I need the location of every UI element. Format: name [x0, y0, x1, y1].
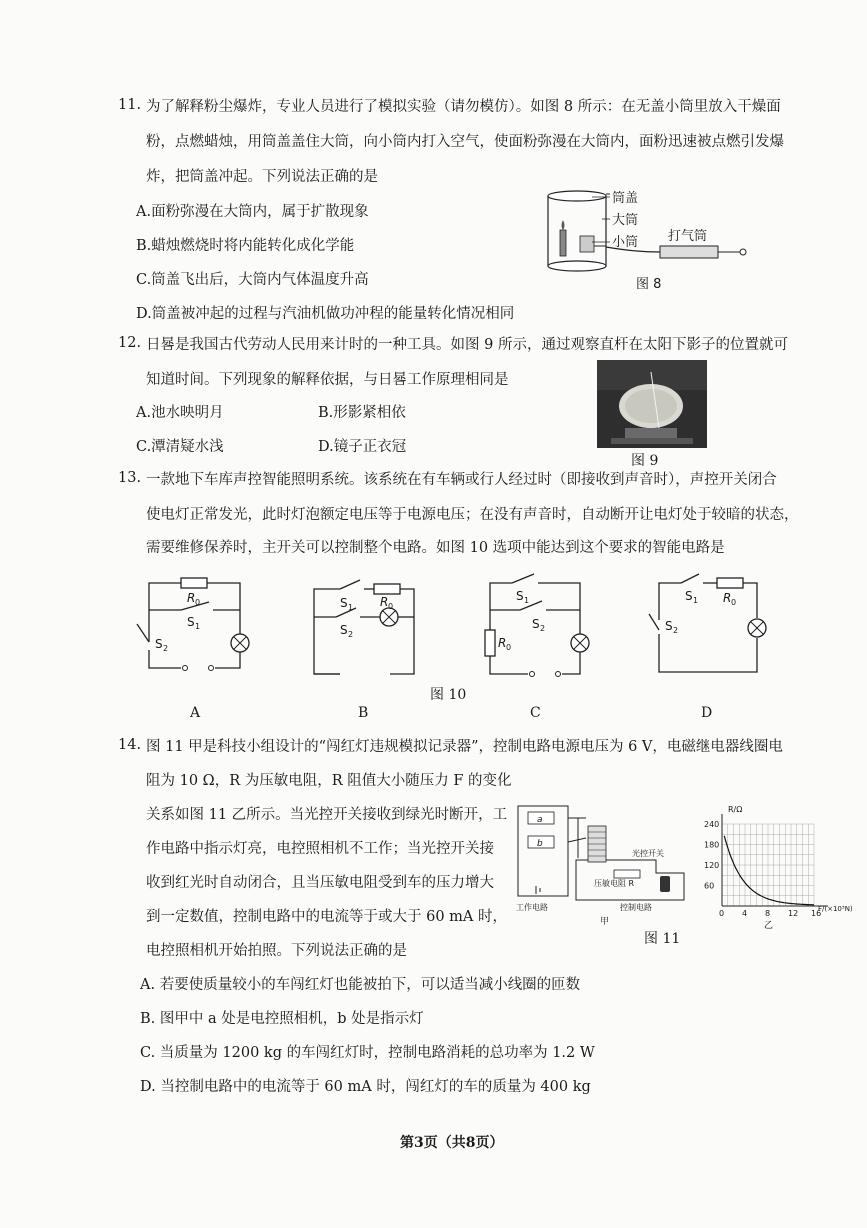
q14-stem-line7: 电控照相机开始拍照。下列说法正确的是	[146, 943, 407, 959]
fig8-pump-label: 打气筒	[668, 229, 708, 244]
q14-stem-line5: 收到红光时自动闭合，且当压敏电阻受到车的压力增大	[146, 875, 494, 891]
q13-stem-line3: 需要维修保养时，主开关可以控制整个电路。如图 10 选项中能达到这个要求的智能电路是	[146, 540, 725, 556]
fig11-y-axis-label: R/Ω	[728, 805, 743, 814]
svg-text:R: R	[187, 591, 196, 605]
q12-option-b: B.形影紧相依	[318, 405, 406, 421]
y-tick-label: 120	[704, 861, 720, 870]
figure-9-sundial-photo	[597, 360, 707, 448]
q14-option-d: D. 当控制电路中的电流等于 60 mA 时，闯红灯的车的质量为 400 kg	[140, 1079, 591, 1095]
q13-stem-line1: 一款地下车库声控智能照明系统。该系统在有车辆或行人经过时（即接收到声音时），声控开关闭合	[146, 472, 777, 488]
circuit-option-a	[125, 572, 265, 682]
fig11-x-axis-label: F/(×10³N)	[818, 905, 853, 913]
q11-option-d: D.筒盖被冲起的过程与汽油机做功冲程的能量转化情况相同	[136, 306, 515, 322]
fig8-lid-label: 筒盖	[612, 191, 639, 206]
q14-stem-line1: 图 11 甲是科技小组设计的“闯红灯违规模拟记录器”，控制电路电源电压为 6 V，电磁继电器线圈电	[146, 739, 783, 755]
q11-stem-line2: 粉，点燃蜡烛，用筒盖盖住大筒，向小筒内打入空气，使面粉弥漫在大筒内，面粉迅速被点燃引发爆	[146, 134, 784, 150]
q14-number: 14.	[118, 737, 142, 753]
circuit-option-c	[476, 572, 616, 682]
x-tick-label: 12	[788, 909, 799, 918]
circuit-a-label: A	[190, 705, 201, 721]
x-tick-label: 8	[765, 909, 771, 918]
fig11-light-switch-label: 光控开关	[632, 849, 664, 858]
circuit-b-label: B	[358, 705, 369, 721]
fig11-jia-label: 甲	[600, 917, 610, 927]
svg-text:S: S	[155, 637, 163, 651]
q11-number: 11.	[118, 97, 142, 113]
q13-number: 13.	[118, 470, 142, 486]
fig11-yi-label: 乙	[764, 921, 774, 931]
fig8-smallcyl-label: 小筒	[612, 235, 639, 250]
svg-text:S: S	[532, 617, 540, 631]
q11-option-a: A.面粉弥漫在大筒内，属于扩散现象	[136, 204, 369, 220]
svg-text:S: S	[187, 615, 195, 629]
q11-option-b: B.蜡烛燃烧时将内能转化成化学能	[136, 238, 355, 254]
svg-text:R: R	[380, 595, 389, 609]
q12-option-c: C.潭清疑水浅	[136, 439, 224, 455]
q14-option-a: A. 若要使质量较小的车闯红灯也能被拍下，可以适当减小线圈的匝数	[140, 977, 581, 993]
svg-text:0: 0	[506, 643, 512, 652]
q14-option-c: C. 当质量为 1200 kg 的车闯红灯时，控制电路消耗的总功率为 1.2 W	[140, 1045, 595, 1061]
figure-11-yi-resistance-force-graph	[700, 800, 867, 935]
y-tick-label: 180	[704, 840, 720, 850]
q12-stem-line2: 知道时间。下列现象的解释依据，与日晷工作原理相同是	[146, 372, 509, 388]
q11-option-c: C.筒盖飞出后，大筒内气体温度升高	[136, 272, 369, 288]
svg-text:S: S	[340, 596, 348, 610]
svg-text:S: S	[665, 619, 673, 633]
q12-number: 12.	[118, 335, 142, 351]
circuit-c-label: C	[530, 705, 541, 721]
fig11-a-label: a	[537, 815, 543, 825]
svg-text:1: 1	[348, 603, 354, 612]
q11-stem-line3: 炸，把筒盖冲起。下列说法正确的是	[146, 169, 378, 185]
fig9-caption: 图 9	[631, 453, 659, 469]
x-tick-label: 4	[742, 909, 748, 918]
svg-text:1: 1	[693, 596, 699, 605]
svg-text:2: 2	[163, 644, 169, 653]
fig8-bigcyl-label: 大筒	[612, 213, 639, 228]
figure-11-jia-relay-circuit	[516, 798, 691, 928]
svg-text:2: 2	[540, 624, 546, 633]
q14-stem-line4: 作电路中指示灯亮，电控照相机不工作；当光控开关接	[146, 841, 494, 857]
q14-stem-line6: 到一定数值，控制电路中的电流等于或大于 60 mA 时，	[146, 909, 507, 925]
q12-option-a: A.池水映明月	[136, 405, 224, 421]
circuit-option-d	[645, 572, 785, 682]
svg-text:2: 2	[348, 630, 354, 639]
y-tick-label: 240	[704, 820, 720, 829]
fig8-caption: 图 8	[636, 277, 662, 292]
q11-stem-line1: 为了解释粉尘爆炸，专业人员进行了模拟实验（请勿模仿）。如图 8 所示：在无盖小筒里放入干燥面	[146, 99, 781, 115]
q12-option-d: D.镜子正衣冠	[318, 439, 407, 455]
q13-stem-line2: 使电灯正常发光，此时灯泡额定电压等于电源电压；在没有声音时，自动断开让电灯处于较暗的状态，	[146, 507, 799, 523]
q12-stem-line1: 日晷是我国古代劳动人民用来计时的一种工具。如图 9 所示，通过观察直杆在太阳下影子的位置就可	[146, 337, 788, 353]
svg-text:R: R	[723, 591, 732, 605]
svg-text:S: S	[516, 589, 524, 603]
fig11-work-circuit-label: 工作电路	[516, 903, 548, 912]
svg-text:S: S	[685, 589, 693, 603]
circuit-option-b	[300, 572, 440, 682]
y-tick-label: 60	[704, 881, 715, 891]
svg-text:0: 0	[195, 598, 201, 607]
svg-text:0: 0	[388, 602, 394, 611]
figure-8-dust-explosion-apparatus	[540, 184, 760, 294]
svg-text:2: 2	[673, 626, 679, 635]
q14-stem-line2: 阻为 10 Ω，R 为压敏电阻，R 阻值大小随压力 F 的变化	[146, 773, 512, 789]
svg-text:1: 1	[524, 596, 530, 605]
svg-text:S: S	[340, 623, 348, 637]
fig11-b-label: b	[537, 839, 543, 849]
fig11-caption: 图 11	[644, 931, 681, 947]
svg-text:R: R	[498, 636, 507, 650]
svg-text:0: 0	[731, 598, 737, 607]
fig10-caption: 图 10	[430, 687, 467, 703]
q14-option-b: B. 图甲中 a 处是电控照相机，b 处是指示灯	[140, 1011, 424, 1027]
r-vs-f-curve	[724, 836, 814, 905]
x-tick-label: 16	[811, 909, 822, 918]
page-footer: 第3页（共8页）	[400, 1135, 504, 1151]
x-tick-label: 0	[719, 909, 725, 918]
fig11-pressure-resistor-label: 压敏电阻 R	[594, 879, 635, 888]
svg-text:1: 1	[195, 622, 201, 631]
q14-stem-line3: 关系如图 11 乙所示。当光控开关接收到绿光时断开，工	[146, 807, 508, 823]
fig11-control-circuit-label: 控制电路	[620, 903, 652, 912]
circuit-d-label: D	[701, 705, 713, 721]
